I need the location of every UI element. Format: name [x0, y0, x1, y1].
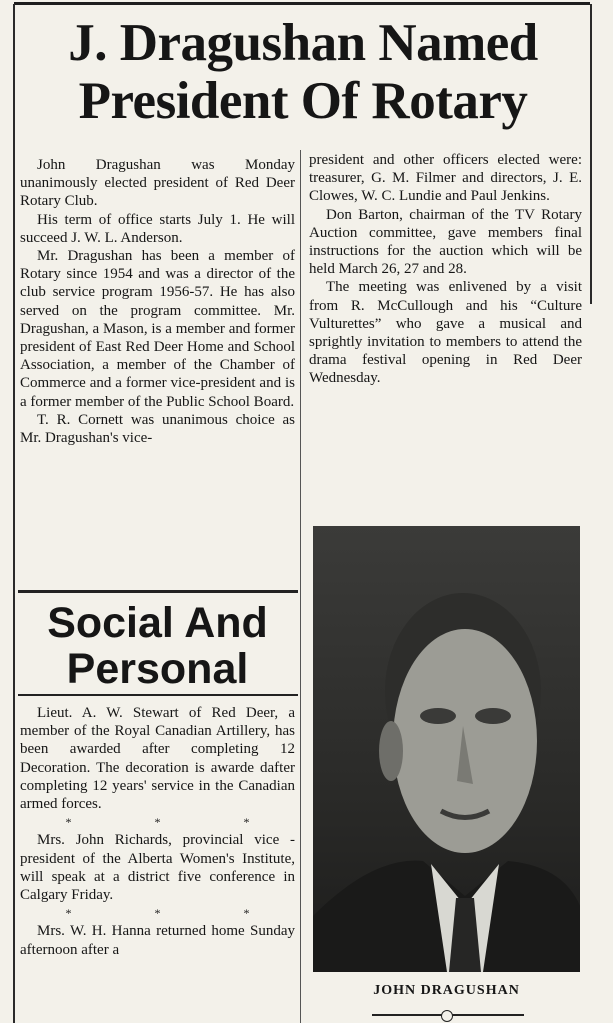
eye-right	[475, 708, 511, 724]
article-headline: J. Dragushan Named President Of Rotary	[68, 14, 538, 130]
article-paragraph: The meeting was enlivened by a visit from R. McCullough and his “Culture Vulturettes” who gave a musical and sprightly invitation to members to attend the drama festival opening in Red Deer Wednesday.	[309, 279, 582, 387]
social-section-heading: Social And Personal	[47, 599, 268, 693]
right-border-rule	[590, 4, 592, 304]
article-paragraph: Mr. Dragushan has been a member of Rotary since 1954 and was a director of the club service program 1956-57. He has also served on the program committee. Mr. Dragushan, a Mason, is a member and former president of East Red Deer Home and School Association, a member of the Chamber of Commerce and a former vice-president and is a former member of the Public School Board.	[20, 248, 295, 410]
article-paragraph: Don Barton, chairman of the TV Rotary Auction committee, gave members final instructions for the auction which will be held March 26, 27 and 28.	[309, 206, 582, 278]
article-column-2	[309, 151, 582, 388]
portrait-figure	[313, 526, 580, 972]
social-item: Lieut. A. W. Stewart of Red Deer, a member of the Royal Canadian Artillery, has been awarded after completing 12 Decoration. The decoration is awarde dafter completing 12 years' service in the Canadian armed forces.	[20, 705, 295, 813]
photo-caption: JOHN DRAGUSHAN	[373, 983, 520, 998]
social-item: Mrs. W. H. Hanna returned home Sunday afternoon after a	[20, 923, 295, 958]
item-separator: * * *	[65, 906, 290, 921]
article-paragraph: His term of office starts July 1. He will succeed J. W. L. Anderson.	[20, 211, 295, 246]
article-column-1	[20, 156, 295, 447]
left-border-rule	[13, 4, 15, 1023]
portrait-photo	[313, 526, 580, 972]
section-rule-top	[18, 590, 298, 593]
ear-shape	[379, 721, 403, 781]
article-paragraph: John Dragushan was Monday unanimously elected president of Red Deer Rotary Club.	[20, 157, 295, 210]
social-column	[20, 704, 295, 959]
top-border-rule	[14, 2, 590, 5]
social-item: Mrs. John Richards, provincial vice - president of the Alberta Women's Institute, will speak at a district five conference in Calgary Friday.	[20, 832, 295, 904]
column-divider	[300, 150, 301, 1023]
article-paragraph: president and other officers elected were: treasurer, G. M. Filmer and directors, J. E. Clowes, W. C. Lundie and Paul Jenkins.	[309, 152, 582, 205]
item-separator: * * *	[65, 815, 290, 830]
eye-left	[420, 708, 456, 724]
article-paragraph: T. R. Cornett was unanimous choice as Mr. Dragushan's vice-	[20, 411, 295, 447]
caption-ornament	[441, 1010, 453, 1022]
section-rule-bottom	[18, 694, 298, 696]
